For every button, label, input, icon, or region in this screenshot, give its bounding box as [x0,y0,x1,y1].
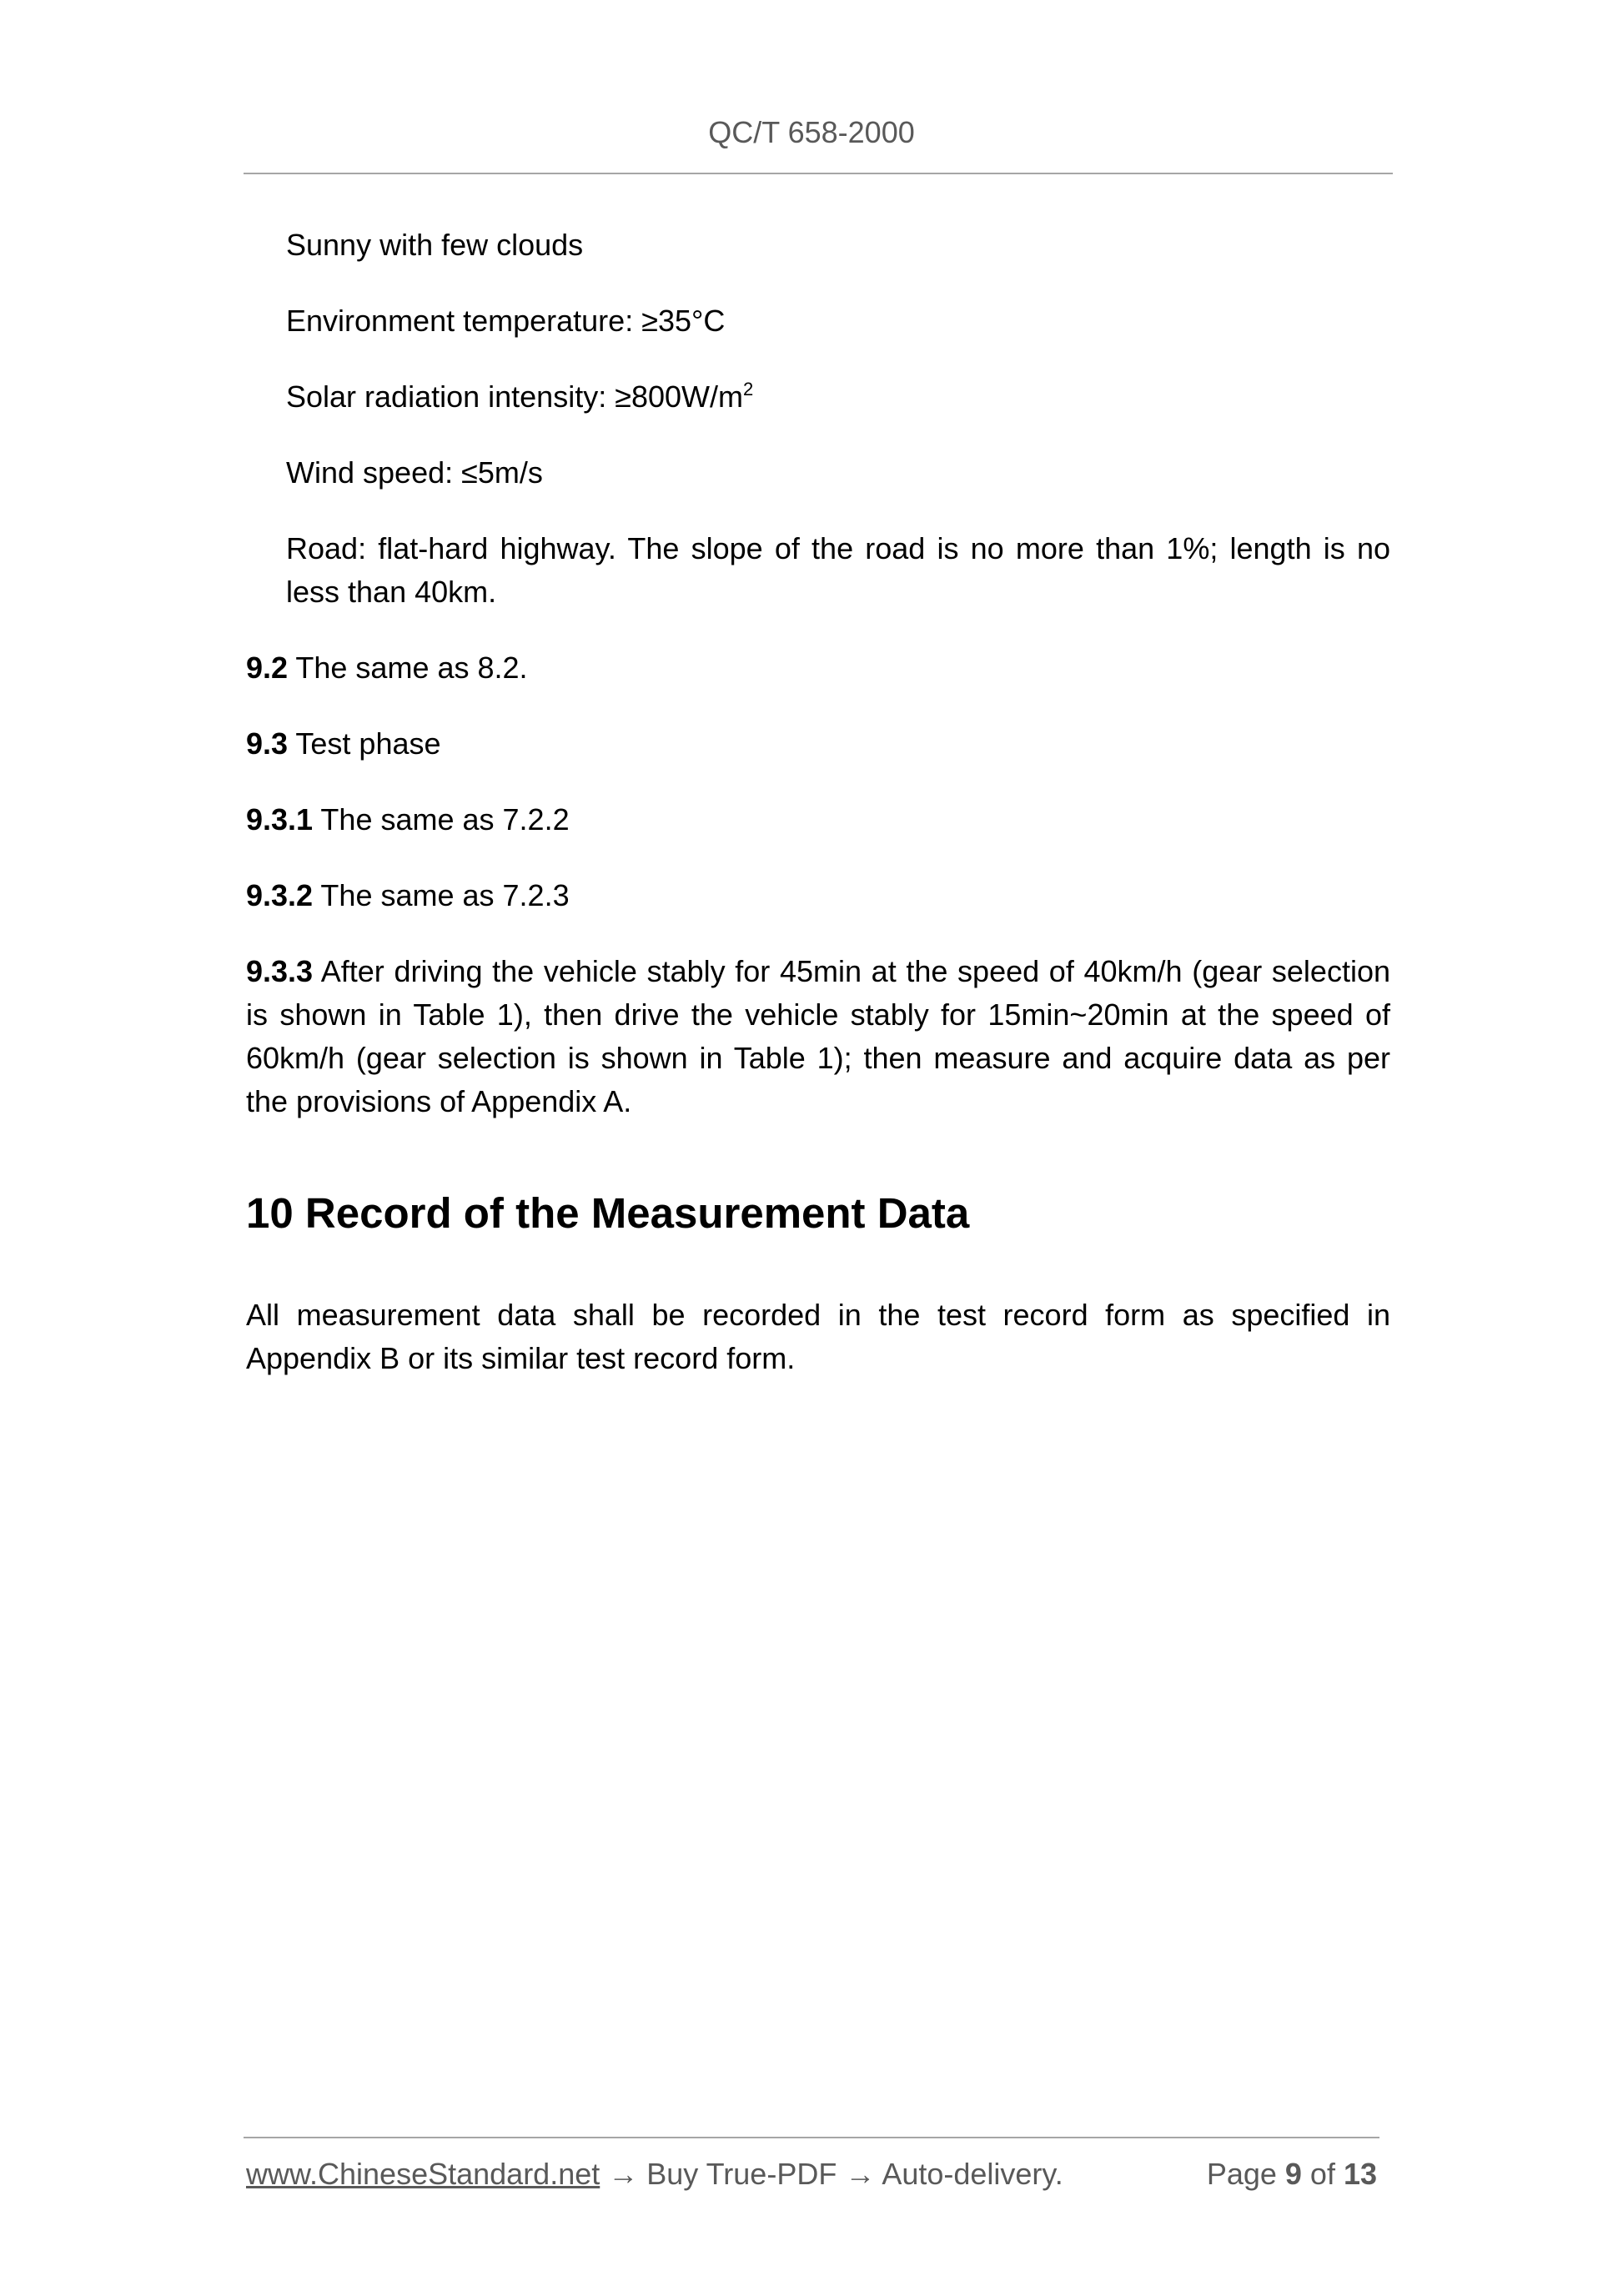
condition-road: Road: flat-hard highway. The slope of the road is no more than 1%; length is no less than 40km. [286,531,1390,609]
section-10-heading: 10 Record of the Measurement Data [246,1189,970,1237]
footer-promo-text: → Buy True-PDF → Auto-delivery. [600,2157,1063,2191]
clause-number: 9.3.3 [246,954,314,988]
clause-9-3-3 [246,950,1390,1123]
clause-9-3-2 [246,874,1390,917]
page-of-label: of [1301,2157,1344,2191]
header-divider [244,173,1393,174]
clause-text: The same as 8.2. [288,651,528,685]
page-content [246,224,1390,1380]
section-10-body: All measurement data shall be recorded in the test record form as specified in Appendix B or its similar test record form. [246,1298,1390,1375]
clause-number: 9.2 [246,651,289,685]
condition-sky: Sunny with few clouds [286,228,584,262]
clause-number: 9.3.2 [246,878,314,912]
clause-9-2 [246,646,1390,690]
clause-text: The same as 7.2.2 [313,802,570,837]
page-indicator [1207,2157,1377,2192]
condition-temperature: Environment temperature: ≥35°C [286,304,726,338]
footer-divider [244,2137,1379,2138]
clause-number: 9.3 [246,726,289,761]
clause-9-3 [246,722,1390,766]
clause-text: Test phase [288,726,441,761]
clause-9-3-1 [246,798,1390,842]
condition-solar-radiation [246,375,1390,419]
solar-radiation-superscript: 2 [743,379,754,399]
clause-text: The same as 7.2.3 [313,878,570,912]
clause-number: 9.3.1 [246,802,314,837]
clause-text: After driving the vehicle stably for 45min at the speed of 40km/h (gear selection is shown in Table 1), then drive the vehicle stably for 15min~20min at the speed of 60km/h (gear selection is shown in Table 1); then measure and acquire data as per the provisions of Appendix A. [246,954,1390,1118]
header-doc-id: QC/T 658-2000 [708,115,915,149]
total-pages-number: 13 [1343,2157,1377,2191]
chinesestandard-link[interactable]: www.ChineseStandard.net [246,2157,600,2191]
footer-promo [246,2157,1063,2192]
current-page-number: 9 [1284,2157,1302,2191]
page-label: Page [1206,2157,1285,2191]
condition-wind-speed: Wind speed: ≤5m/s [286,455,543,490]
solar-radiation-text: Solar radiation intensity: ≥800W/m [286,379,743,414]
